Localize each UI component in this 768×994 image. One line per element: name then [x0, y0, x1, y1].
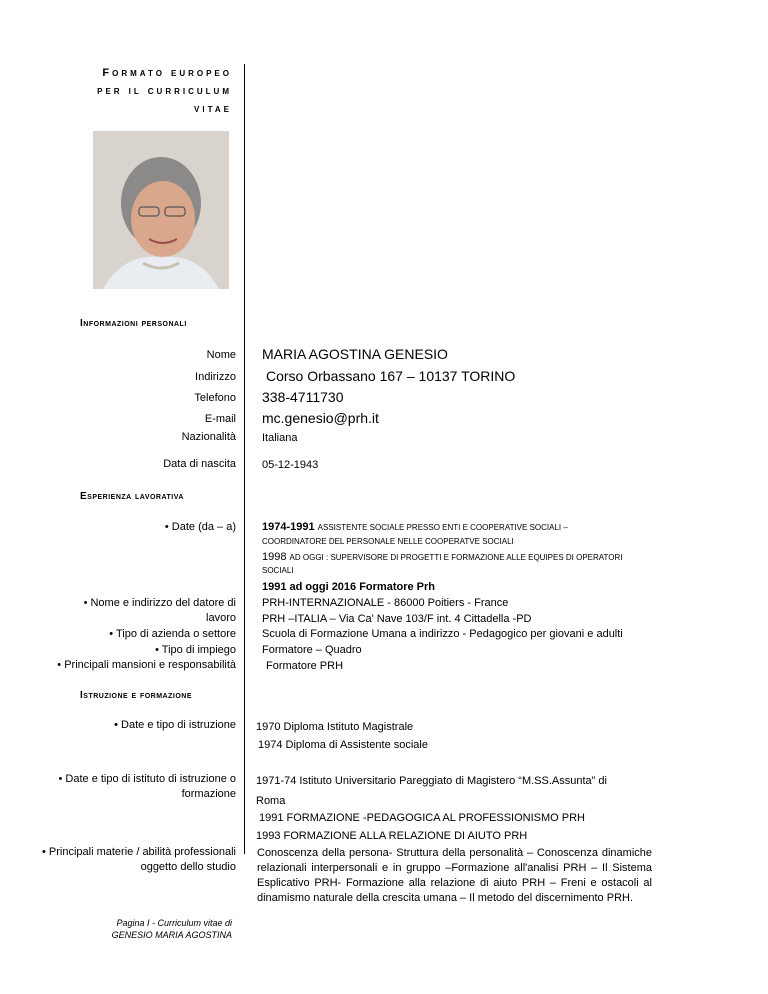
edu-subjects: Conoscenza della persona- Struttura della personalità – Conoscenza dinamiche relazionali interpersonali e in gruppo –Formazione all'analisi PRH – Il Sistema Esplicativo PRH- Formazione alla relazione di aiuto PRH – Freni e ostacoli al dinamismo naturale della crescita umana – Il metodo del discernimento PRH.: [257, 847, 652, 904]
work-date2: [262, 551, 623, 563]
work-date1-text: ASSISTENTE SOCIALE PRESSO ENTI E COOPERATIVE SOCIALI –: [317, 523, 568, 532]
label-indirizzo: Indirizzo: [195, 371, 236, 383]
value-nazionalita: Italiana: [262, 432, 298, 444]
value-indirizzo: Corso Orbassano 167 – 10137 TORINO: [266, 368, 516, 384]
label-date: • Date (da – a): [164, 521, 236, 533]
cv-header-line3: vitae: [194, 103, 232, 115]
edu-item1: 1970 Diploma Istituto Magistrale: [256, 721, 414, 733]
edu-item5: 1993 FORMAZIONE ALLA RELAZIONE DI AIUTO PRH: [256, 830, 528, 842]
label-employer2: lavoro: [206, 612, 236, 624]
section-title-education: Istruzione e formazione: [80, 690, 193, 701]
value-email[interactable]: mc.genesio@prh.it: [262, 410, 379, 426]
label-edu2b: formazione: [181, 788, 236, 800]
work-job: Formatore – Quadro: [262, 644, 362, 656]
work-duties: Formatore PRH: [266, 660, 344, 672]
section-title-work: Esperienza lavorativa: [80, 491, 184, 502]
work-employer2: PRH –ITALIA – Via Ca' Nave 103/F int. 4 Cittadella -PD: [262, 613, 532, 625]
label-edu2a: • Date e tipo di istituto di istruzione o: [58, 773, 236, 785]
footer-line1: Pagina I - Curriculum vitae di: [116, 918, 232, 928]
edu-item2: 1974 Diploma di Assistente sociale: [258, 739, 428, 751]
label-duties: • Principali mansioni e responsabilità: [57, 659, 236, 671]
work-date1-year: 1974-1991: [262, 521, 315, 533]
work-date2-text2: SOCIALI: [262, 566, 294, 575]
label-email: E-mail: [204, 413, 236, 425]
work-date1-text2: COORDINATORE DEL PERSONALE NELLE COOPERATVE SOCIALI: [262, 537, 514, 546]
edu-item3: 1971-74 Istituto Universitario Pareggiato di Magistero “M.SS.Assunta” di: [256, 775, 607, 787]
label-edu3b: oggetto dello studio: [140, 861, 236, 873]
label-employer1: • Nome e indirizzo del datore di: [83, 597, 236, 609]
value-telefono: 338-4711730: [262, 389, 344, 405]
vertical-divider: [244, 64, 245, 854]
label-edu1: • Date e tipo di istruzione: [114, 719, 236, 731]
work-employer1: PRH-INTERNAZIONALE - 86000 Poitiers - France: [262, 597, 509, 609]
work-date1: [262, 521, 568, 533]
label-nascita: Data di nascita: [163, 458, 236, 470]
cv-header-line1: Formato europeo: [102, 67, 232, 79]
work-sector: Scuola di Formazione Umana a indirizzo - Pedagogico per giovani e adulti: [262, 628, 623, 640]
label-job: • Tipo di impiego: [155, 644, 236, 656]
work-date2-year: 1998: [262, 551, 287, 563]
footer-line2: GENESIO MARIA AGOSTINA: [111, 930, 232, 940]
work-date3: 1991 ad oggi 2016 Formatore Prh: [262, 581, 436, 593]
cv-header-line2: per il curriculum: [97, 85, 232, 97]
profile-photo: [93, 131, 229, 289]
label-nazionalita: Nazionalità: [181, 431, 236, 443]
label-telefono: Telefono: [194, 392, 236, 404]
work-date2-text: AD OGGI : SUPERVISORE DI PROGETTI E FORMAZIONE ALLE EQUIPES DI OPERATORI: [289, 553, 623, 562]
label-sector: • Tipo di azienda o settore: [109, 628, 236, 640]
edu-item3b: Roma: [256, 795, 286, 807]
edu-item4: 1991 FORMAZIONE -PEDAGOGICA AL PROFESSIONISMO PRH: [259, 812, 585, 824]
value-nome: MARIA AGOSTINA GENESIO: [262, 346, 448, 362]
label-nome: Nome: [206, 349, 236, 361]
label-edu3a: • Principali materie / abilità professionali: [42, 846, 236, 858]
value-nascita: 05-12-1943: [262, 459, 319, 471]
section-title-personal: Informazioni personali: [80, 318, 187, 329]
page-footer: [96, 917, 232, 941]
